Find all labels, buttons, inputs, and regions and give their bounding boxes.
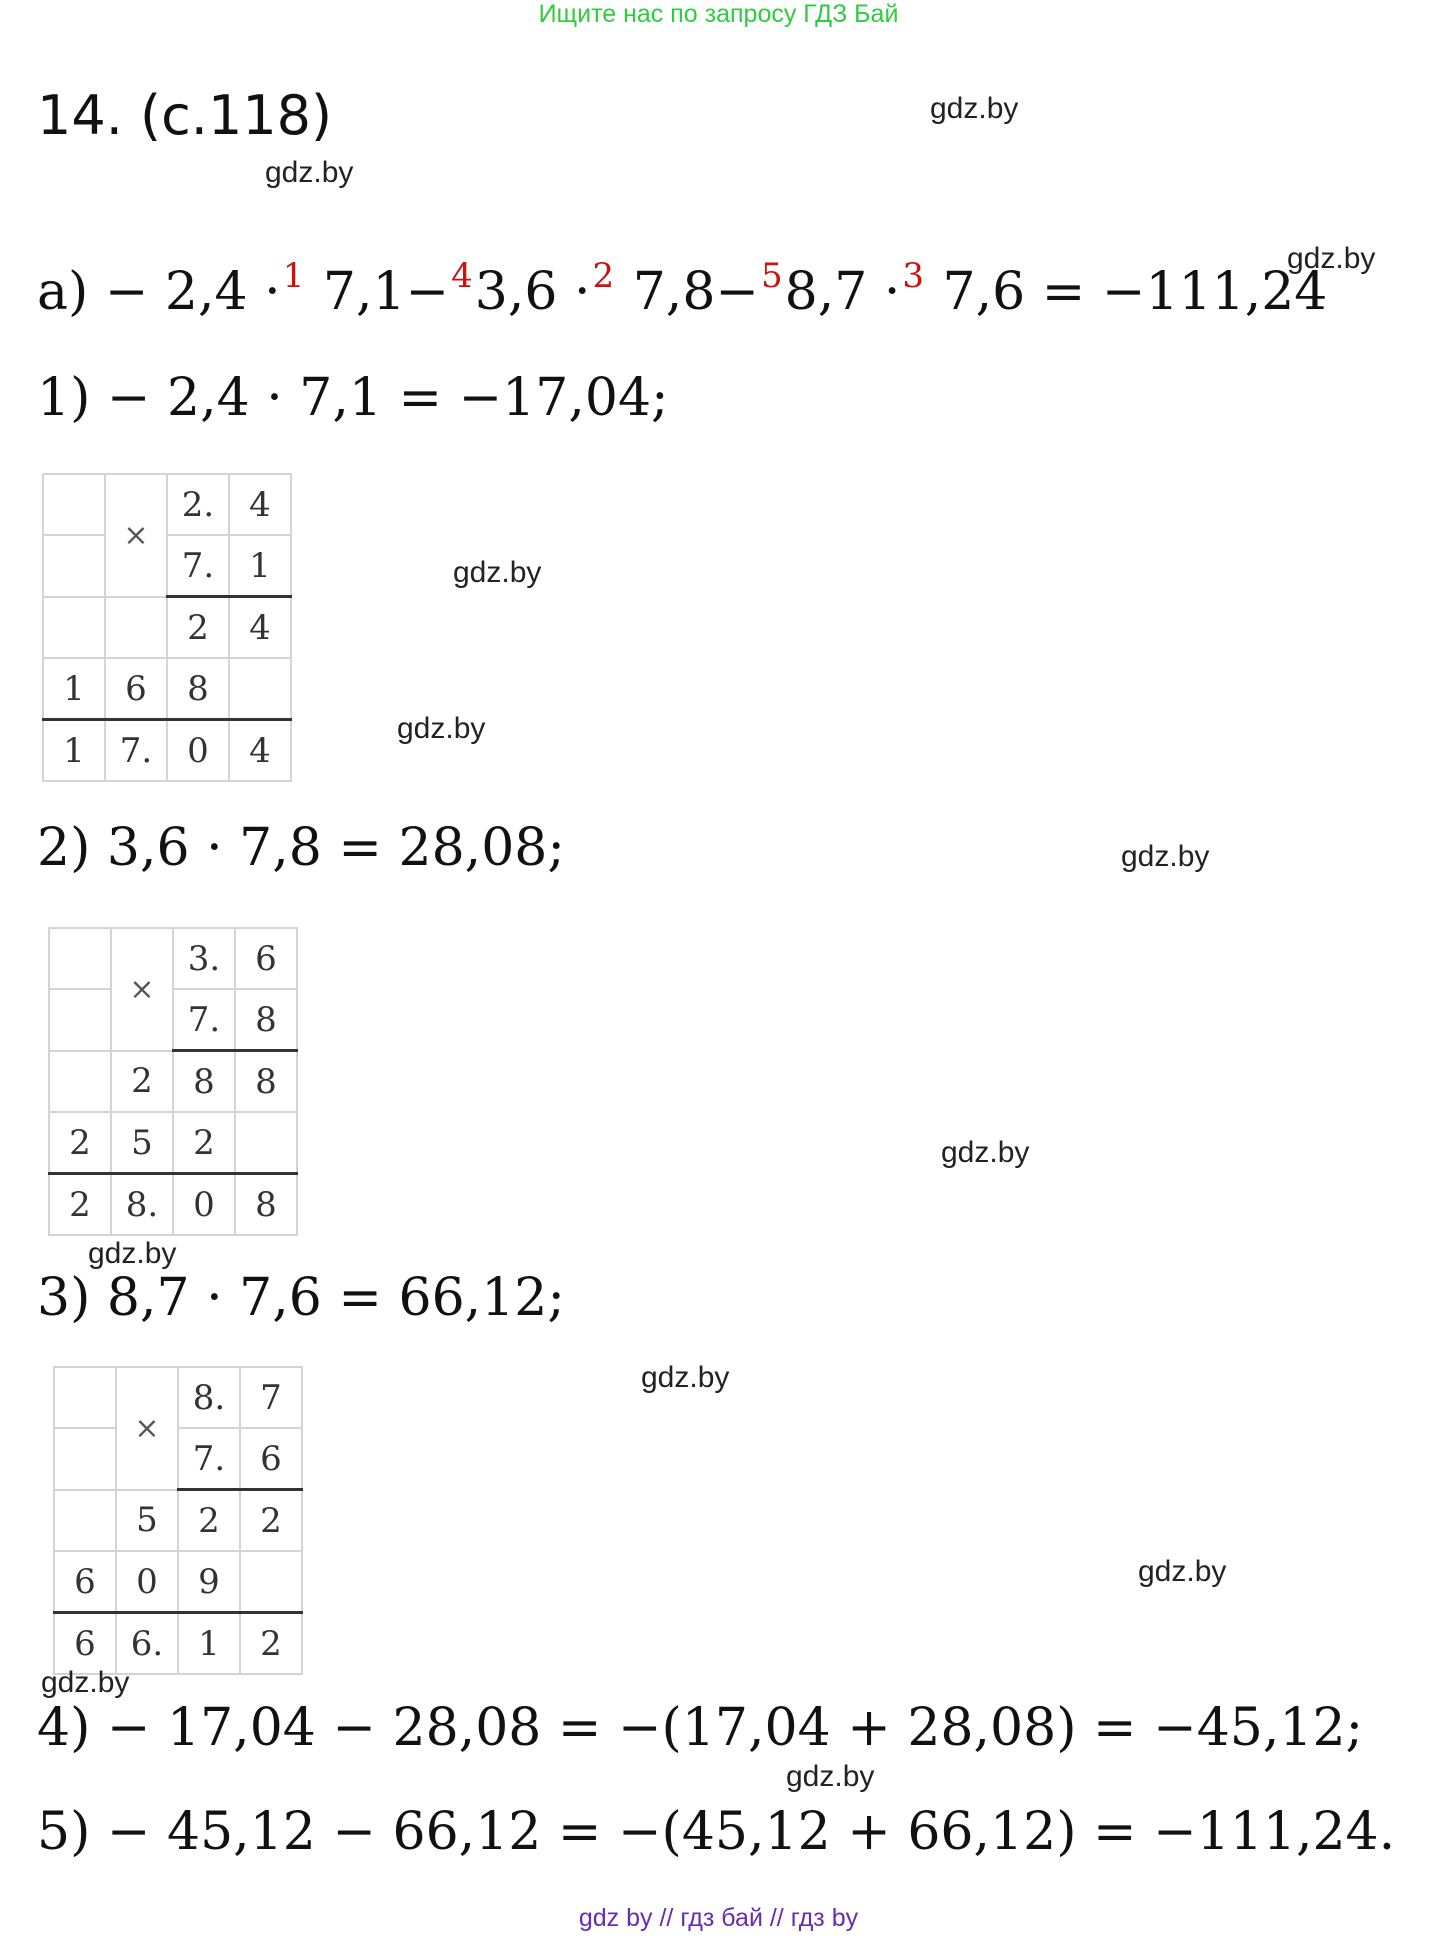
table-cell (43, 535, 105, 597)
table-cell: 6 (240, 1428, 302, 1490)
table-cell: 6 (54, 1613, 116, 1675)
watermark: gdz.by (930, 92, 1019, 125)
watermark: gdz.by (41, 1666, 130, 1699)
table-cell (49, 989, 111, 1051)
table-cell: 0 (167, 720, 229, 782)
table-cell (54, 1367, 116, 1428)
step-1: 1) − 2,4 · 7,1 = −17,04; (37, 368, 669, 428)
footer-links: gdz by // гдз бай // гдз by (578, 1904, 859, 1932)
multiply-sign: × (105, 474, 167, 597)
table-cell: 5 (111, 1112, 173, 1174)
table-cell (49, 1051, 111, 1113)
table-cell: 2 (49, 1112, 111, 1174)
table-cell: 8. (178, 1367, 240, 1428)
table-cell: 1 (229, 535, 291, 597)
search-banner: Ищите нас по запросу ГДЗ Бай (538, 0, 899, 28)
table-cell: 6 (54, 1551, 116, 1613)
table-cell (54, 1428, 116, 1490)
table-cell: 7 (240, 1367, 302, 1428)
watermark: gdz.by (265, 156, 354, 189)
table-cell: 7. (105, 720, 167, 782)
table-cell: 4 (229, 597, 291, 659)
multiplication-table-3 (53, 1366, 303, 1675)
expression-part: a) − 2,4 · (37, 262, 281, 322)
table-cell: 5 (116, 1490, 178, 1552)
table-cell (43, 597, 105, 659)
table-cell (105, 597, 167, 659)
table-cell: 6 (235, 928, 297, 989)
expression-part: 3,6 · (474, 262, 591, 322)
step-2: 2) 3,6 · 7,8 = 28,08; (37, 818, 565, 878)
expression-part: 7,8− (616, 262, 759, 322)
table-cell: 3. (173, 928, 235, 989)
watermark: gdz.by (88, 1237, 177, 1270)
step-5: 5) − 45,12 − 66,12 = −(45,12 + 66,12) = −111,24. (37, 1802, 1396, 1862)
table-cell: 7. (178, 1428, 240, 1490)
watermark: gdz.by (941, 1136, 1030, 1169)
multiplication-table-1 (42, 473, 292, 782)
step-4: 4) − 17,04 − 28,08 = −(17,04 + 28,08) = −45,12; (37, 1698, 1364, 1758)
step-3: 3) 8,7 · 7,6 = 66,12; (37, 1268, 565, 1328)
table-cell: 8 (167, 658, 229, 720)
table-cell: 0 (173, 1174, 235, 1236)
operation-order-4: 4 (451, 256, 473, 296)
table-cell (54, 1490, 116, 1552)
table-cell (49, 928, 111, 989)
table-cell: 6. (116, 1613, 178, 1675)
table-cell: 2 (49, 1174, 111, 1236)
table-cell: 2 (167, 597, 229, 659)
table-cell: 4 (229, 474, 291, 535)
expression-part: 8,7 · (784, 262, 901, 322)
operation-order-2: 2 (592, 256, 615, 296)
table-cell: 1 (43, 720, 105, 782)
table-cell: 2 (178, 1490, 240, 1552)
watermark: gdz.by (1287, 242, 1376, 275)
multiply-sign: × (116, 1367, 178, 1490)
expression-part: 7,1− (306, 262, 450, 322)
watermark: gdz.by (453, 556, 542, 589)
table-cell: 8 (235, 1174, 297, 1236)
table-cell: 7. (167, 535, 229, 597)
watermark: gdz.by (1138, 1555, 1227, 1588)
table-cell (229, 658, 291, 720)
table-cell (43, 474, 105, 535)
exercise-title: 14. (с.118) (37, 84, 333, 147)
operation-order-5: 5 (760, 256, 783, 296)
multiplication-table-2 (48, 927, 298, 1236)
expression-part: 7,6 = −111,24 (926, 262, 1328, 322)
table-cell: 2 (173, 1112, 235, 1174)
table-cell: 7. (173, 989, 235, 1051)
table-cell: 1 (178, 1613, 240, 1675)
operation-order-1: 1 (282, 256, 305, 296)
table-cell: 0 (116, 1551, 178, 1613)
table-cell: 2. (167, 474, 229, 535)
table-cell: 1 (43, 658, 105, 720)
table-cell: 8. (111, 1174, 173, 1236)
multiply-sign: × (111, 928, 173, 1051)
table-cell (240, 1551, 302, 1613)
watermark: gdz.by (397, 712, 486, 745)
operation-order-3: 3 (902, 256, 925, 296)
watermark: gdz.by (641, 1361, 730, 1394)
watermark: gdz.by (786, 1760, 875, 1793)
watermark: gdz.by (1121, 840, 1210, 873)
table-cell: 8 (235, 1051, 297, 1113)
table-cell (235, 1112, 297, 1174)
table-cell: 8 (173, 1051, 235, 1113)
table-cell: 2 (240, 1613, 302, 1675)
table-cell: 9 (178, 1551, 240, 1613)
table-cell: 2 (111, 1051, 173, 1113)
table-cell: 2 (240, 1490, 302, 1552)
table-cell: 8 (235, 989, 297, 1051)
table-cell: 4 (229, 720, 291, 782)
table-cell: 6 (105, 658, 167, 720)
main-expression (37, 256, 1328, 322)
